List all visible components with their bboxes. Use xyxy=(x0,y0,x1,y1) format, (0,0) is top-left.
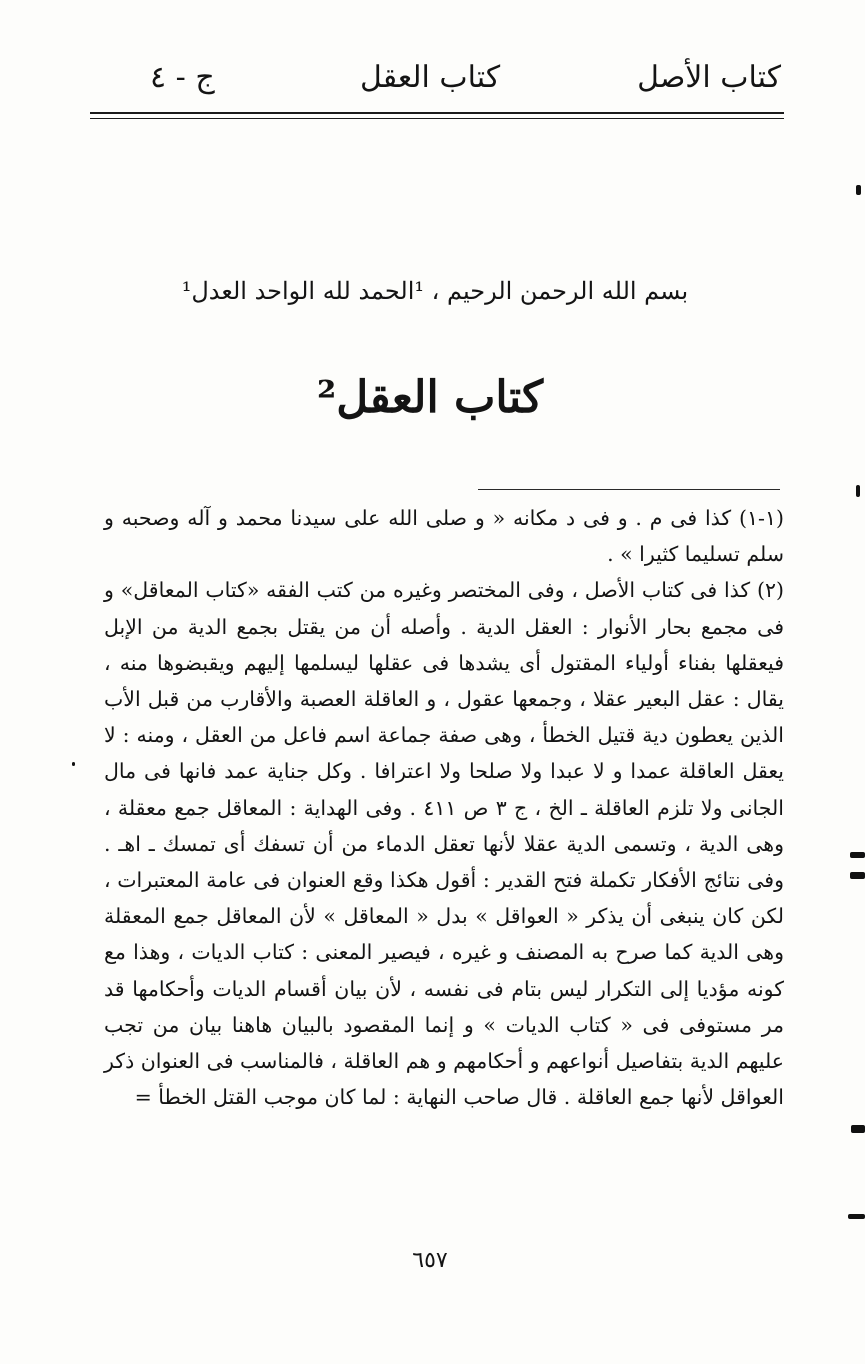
scan-mark xyxy=(850,852,865,858)
scan-mark xyxy=(72,762,75,766)
running-header-section-name: كتاب العقل xyxy=(360,60,501,95)
scan-mark xyxy=(856,485,860,497)
basmala-line: بسم الله الرحمن الرحيم ، ¹الحمد لله الواحد العدل¹ xyxy=(181,277,689,305)
scan-mark xyxy=(851,1125,865,1133)
chapter-title: كتاب العقل² xyxy=(316,372,544,423)
running-header-book-name: كتاب الأصل xyxy=(637,60,781,95)
scan-mark xyxy=(848,1214,865,1219)
footnotes-block xyxy=(104,500,784,1115)
footnote-2: (٢) كذا فى كتاب الأصل ، وفى المختصر وغيره من كتب الفقه «كتاب المعاقل» و فى مجمع بحار الأنوار : العقل الدية . وأصله أن من يقتل بجمع الدية من الإبل فيعقلها بفناء أولياء المقتول أى يشدها فى عقلها ليسلمها إليهم ويقبضوها منه ، يقال : عقل البعير عقلا ، وجمعها عقول ، و العاقلة العصبة والأقارب من قبل الأب الذين يعطون دية قتيل الخطأ ، وهى صفة جماعة اسم فاعل من العقل ، ومنه : لا يعقل العاقلة عمدا و لا عبدا ولا صلحا ولا اعترافا . وكل جناية عمد فانها فى مال الجانى ولا تلزم العاقلة ـ الخ ، ج ٣ ص ٤١١ . وفى الهداية : المعاقل جمع معقلة ، وهى الدية ، وتسمى الدية عقلا لأنها تعقل الدماء من أن تسفك أى تمسك ـ اهـ . وفى نتائج الأفكار تكملة فتح القدير : أقول هكذا وقع العنوان فى عامة المعتبرات ، لكن كان ينبغى أن يذكر « العواقل » بدل « المعاقل » لأن المعاقل جمع المعقلة وهى الدية كما صرح به المصنف و غيره ، فيصير المعنى : كتاب الديات ، وهذا مع كونه مؤديا إلى التكرار ليس بتام فى نفسه ، لأن بيان أقسام الديات وأحكامها قد مر مستوفى فى « كتاب الديات » و إنما المقصود بالبيان هاهنا بيان من تجب عليهم الدية بتفاصيل أنواعهم و أحكامهم و هم العاقلة ، فالمناسب فى العنوان ذكر العواقل لأنها جمع العاقلة . قال صاحب النهاية : لما كان موجب القتل الخطأ = xyxy=(104,578,784,1110)
header-rule-thick xyxy=(90,112,784,114)
scan-mark xyxy=(850,872,865,879)
running-header-volume: ج - ٤ xyxy=(150,60,215,95)
header-rule-thin xyxy=(90,118,784,119)
page-number: ٦٥٧ xyxy=(412,1248,448,1273)
footnote-1: (١-١) كذا فى م . و فى د مكانه « و صلى الله على سيدنا محمد و آله وصحبه و سلم تسليما كثيرا » . xyxy=(104,506,784,567)
scan-mark xyxy=(856,185,861,195)
footnote-separator xyxy=(478,489,780,490)
